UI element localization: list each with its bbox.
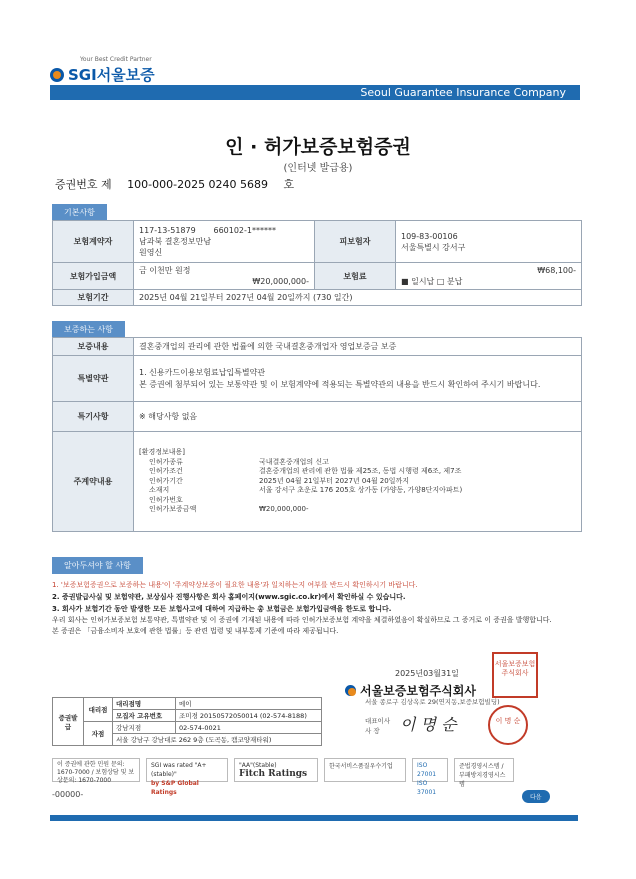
period-label: 보험기간	[53, 290, 134, 306]
main-contract-label: 주계약내용	[53, 432, 134, 532]
footer-inquiry: 이 증권에 관한 민원 문의: 1670-7000 / 보험상담 및 보상문의: 1670-7000	[52, 758, 140, 782]
contractor-label: 보험계약자	[53, 221, 134, 263]
ceo-label-1: 대표이사	[365, 717, 391, 725]
issuer-company-name: 서울보증보험주식회사	[360, 684, 476, 698]
main-row-value: 결혼중개업의 관리에 관한 법률 제25조, 동법 시행령 제6조, 제7조	[259, 467, 462, 476]
branch-phone: 02-574-0021	[176, 722, 322, 734]
cert-suffix: 호	[283, 178, 295, 191]
main-header: [환경정보내용]	[139, 448, 186, 457]
certificate-number	[55, 176, 306, 192]
amount-korean: 금 이천만 원정	[139, 266, 191, 275]
contractor-id2: 660102-1******	[213, 226, 276, 235]
footer-service-quality: 한국서비스품질우수기업	[324, 758, 406, 782]
doc-code: -00000-	[52, 790, 84, 799]
main-row	[139, 496, 576, 506]
notice-line-2: 2. 증권발급사실 및 보험약관, 보상심사 진행사항은 회사 홈페이지(www.sgic.co.kr)에서 확인하실 수 있습니다.	[52, 593, 406, 601]
fitch-line1: "AA"(Stable)	[239, 762, 277, 769]
self-label: 자점	[84, 722, 113, 746]
main-row-value: 2025년 04월 21일부터 2027년 04월 20일까지	[259, 476, 410, 485]
branch-address: 서울 강남구 강남대로 262 9층 (도곡동, 캠코양재타워)	[113, 734, 322, 746]
sgi-small-logo-icon	[345, 685, 356, 696]
page-subtitle: (인터넷 발급용)	[283, 163, 353, 174]
special-items-value: ※ 해당사항 없음	[134, 402, 582, 432]
basic-info-table	[52, 220, 582, 306]
main-row-key: 소재지	[149, 486, 170, 495]
ceo-label-2: 사 장	[365, 727, 380, 735]
contractor-id1: 117-13-51879	[139, 226, 196, 235]
branch-label: 강남지점	[113, 722, 176, 734]
section-basic-title: 기본사항	[52, 204, 107, 221]
ceo-labels	[365, 716, 390, 736]
cert-number-value: 100-000-2025 0240 5689	[127, 178, 269, 191]
main-row-key: 인허가번호	[149, 495, 183, 504]
agent-label: 대리점	[84, 698, 113, 722]
amount-label: 보험가입금액	[53, 263, 134, 290]
sgi-logo-icon	[50, 68, 64, 82]
seal-text: 서울보증보험주식회사	[494, 660, 536, 677]
premium-value: ₩68,100-	[537, 266, 576, 275]
agency-table	[52, 697, 322, 746]
iso-line2: ISO 37001	[417, 780, 437, 796]
footer-iso	[412, 758, 448, 796]
sp-line2: by S&P Global Ratings	[151, 780, 199, 796]
main-row-value: 서울 강서구 초운로 176 205호 상가동 (가양동, 가양8단지아파트)	[259, 486, 463, 495]
special-items-label: 특기사항	[53, 402, 134, 432]
iso-line1: ISO 27001	[417, 762, 437, 778]
special-cell	[134, 356, 582, 402]
contractor-person: 원영신	[139, 248, 163, 257]
agent-name-value: 메이	[176, 698, 322, 710]
footer-fitch-rating	[234, 758, 318, 782]
main-row-key: 인허가기간	[149, 476, 183, 485]
amount-cell	[134, 263, 315, 290]
notice-line-1: 1. '보증보험증권으로 보증하는 내용'이 '주계약상보증이 필요한 내용'과 일치하는지 여부를 반드시 확인하시기 바랍니다.	[52, 581, 418, 589]
sp-line1: SGI was rated "A+(stable)"	[151, 762, 207, 778]
period-value: 2025년 04월 21일부터 2027년 04월 20일까지 (730 일간)	[134, 290, 582, 306]
footer-bar	[50, 815, 578, 821]
main-row-key: 인허가보증금액	[149, 505, 197, 514]
contractor-cell	[134, 221, 315, 263]
main-row	[139, 467, 576, 477]
company-seal	[492, 652, 538, 698]
amount-value: ₩20,000,000-	[252, 277, 309, 286]
issue-label: 증권발급	[53, 698, 84, 746]
issue-date: 2025년03월31일	[395, 669, 459, 678]
insured-id: 109-83-00106	[401, 231, 458, 241]
main-row-key: 인허가종류	[149, 457, 183, 466]
main-row	[139, 505, 576, 515]
brand-tagline: Your Best Credit Partner	[80, 56, 152, 63]
notice-block	[52, 579, 582, 637]
insured-cell	[396, 221, 582, 263]
special-line2: 본 증권에 첨부되어 있는 보통약관 및 이 보험계약에 적용되는 특별약관의 내용을 반드시 확인하여 주시기 바랍니다.	[139, 379, 541, 389]
main-row	[139, 477, 576, 487]
special-line1: 1. 신용카드이용보험료납입특별약관	[139, 367, 266, 377]
main-row-key: 인허가조건	[149, 467, 183, 476]
logo-text: SGI서울보증	[68, 66, 155, 84]
footer-compliance: 준법경영시스템 / 부패방지경영시스템	[454, 758, 514, 782]
cert-label: 증권번호 제	[55, 178, 112, 191]
coverage-table	[52, 337, 582, 532]
premium-label: 보험료	[315, 263, 396, 290]
section-coverage-title: 보증하는 사항	[52, 321, 125, 338]
ceo-seal	[488, 705, 528, 745]
content-value: 결혼중개업의 관리에 관한 법률에 의한 국내결혼중개업자 영업보증금 보증	[134, 338, 582, 356]
ceo-seal-text: 이 명 순	[495, 717, 521, 725]
premium-cell	[396, 263, 582, 290]
main-contract-cell	[134, 432, 582, 532]
company-logo	[50, 64, 155, 85]
header-banner: Seoul Guarantee Insurance Company	[50, 85, 580, 100]
main-row	[139, 458, 576, 468]
main-row	[139, 486, 576, 496]
notice-line-3: 3. 회사가 보험기간 동안 발생한 모든 보험사고에 대하여 지급하는 총 보험금은 보험가입금액을 한도로 합니다.	[52, 605, 392, 613]
contractor-name: 남과북 결혼정보만남	[139, 237, 212, 246]
notice-line-5: 본 증권은 「금융소비자 보호에 관한 법률」등 관련 법령 및 내부통제 기준에 따라 제공됩니다.	[52, 627, 339, 635]
special-label: 특별약관	[53, 356, 134, 402]
content-label: 보증내용	[53, 338, 134, 356]
main-row-value: 국내결혼중개업의 신고	[259, 457, 329, 466]
insured-name: 서울특별시 강서구	[401, 242, 466, 252]
fitch-line2: Fitch Ratings	[239, 769, 308, 779]
section-notice-title: 알아두셔야 할 사항	[52, 557, 143, 574]
page-title: 인 · 허가보증보험증권	[225, 136, 411, 158]
next-button[interactable]: 다음	[522, 790, 550, 803]
issuer-address: 서울 종로구 김상옥로 29(연지동,보증보험빌딩)	[365, 698, 500, 706]
notice-line-4: 우리 회사는 인허가보증보험 보통약관, 특별약관 및 이 증권에 기재된 내용에 따라 인허가보증보험 계약을 체결하였음이 확실하므로 그 증거로 이 증권을 발행합니다.	[52, 616, 552, 624]
recruiter-value: 조미경 20150572050014 (02-574-8188)	[176, 710, 322, 722]
ceo-signature: 이 명 순	[400, 715, 457, 734]
recruiter-label: 모집자 고유번호	[113, 710, 176, 722]
main-row-value: ₩20,000,000-	[259, 505, 309, 514]
agent-name-label: 대리점명	[113, 698, 176, 710]
premium-type: ■ 일시납 □ 분납	[401, 277, 463, 286]
insured-label: 피보험자	[315, 221, 396, 263]
footer-sp-rating	[146, 758, 228, 796]
